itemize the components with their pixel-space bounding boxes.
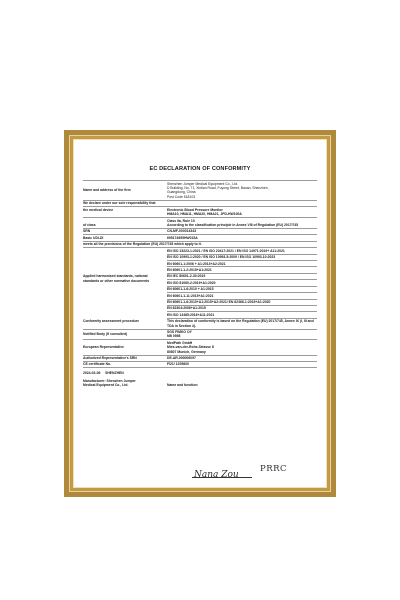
manufacturer-line: Post Code 518103 (167, 194, 196, 199)
assessment-label: Conformity assessment procedure (83, 319, 139, 324)
manufacturer-line: D Building, No. 71, Xintian Road, Fuyong Street, Baoan, Shenzhen, (167, 185, 269, 190)
srn-label: SRN (83, 229, 91, 234)
standard-item: EN ISO 15223-1:2021 / EN ISO 20417:2021 / EN ISO 14971:2019+ A11:2021 (167, 248, 317, 254)
ce-cert-row (83, 362, 317, 368)
class-line: According to the classification principle in Annex VIII of Regulation (EU) 2017/745 (167, 222, 299, 227)
eu-rep-line: 80807 Munich, Germany (167, 349, 206, 354)
standard-item: EN IEC 80601-2-30:2019 (167, 274, 317, 280)
signature-line (192, 477, 252, 478)
standard-item: EN 60601-1-11:2015+A1:2021 (167, 293, 317, 299)
place-date-row (83, 371, 317, 375)
standards-label: Applied harmonised standards, national standards or other normative documents (83, 274, 150, 283)
udi-label: Basic UDI-DI (83, 235, 104, 240)
standard-item: EN 62304:2006+A1:2015 (167, 306, 317, 312)
device-line: HMA10, HMA11, HMA20, HMA21, JPD-HW100A (167, 212, 242, 217)
class-row (83, 218, 317, 229)
eu-rep-line: Mies-van-der-Rohe-Strasse 8 (167, 345, 214, 350)
notified-body-line: SGS FIMKO OY (167, 330, 192, 335)
device-label: the medical device (83, 207, 114, 212)
notified-body-label: Notified Body (If consulted) (83, 332, 128, 337)
provisions-statement: meets all the provisions of the Regulation (EU) 2017/745 which apply to it. (83, 242, 317, 249)
declaration-place: SHENZHEN (105, 371, 124, 376)
rep-srn-value: DE-AR-000006097 (167, 356, 196, 361)
device-line: Electronic Blood Pressure Monitor (167, 207, 223, 212)
certificate-paper (73, 139, 327, 488)
class-line: Class IIa, Rule 10 (167, 218, 195, 223)
standard-item: EN 60601-1:2006 + A1:2013+A2:2021 (167, 261, 317, 267)
assessment-value: This declaration of conformity is based on the Regulation (EU) 2017/745, Annex IX (I, III and TDA in Section 4). (167, 319, 314, 328)
manufacturer-row (83, 180, 317, 201)
signatory-row (83, 379, 317, 388)
certificate-frame (64, 130, 336, 497)
standard-item: EN ISO 81060-2:2019+A1:2020 (167, 280, 317, 286)
standard-item: EN ISO 10993-1:2020 / EN ISO 10993-5:2009 / EN ISO 10993-10:2023 (167, 255, 317, 261)
eu-rep-label: European Representative (83, 344, 124, 349)
eu-rep-line: MedPath GmbH (167, 340, 193, 345)
manufacturer-label: Name and address of the firm (83, 187, 131, 192)
assessment-row (83, 319, 317, 330)
manufacturer-line: Guangdong, China (167, 190, 196, 195)
standard-item: EN 60601-1-6:2010+A1:2015+A2:2021/ EN 62366-1:2015+A1:2020 (167, 300, 317, 306)
responsibility-statement: We declare under our sole responsibility that (83, 201, 317, 208)
eu-rep-row (83, 340, 317, 355)
standard-item: EN 60601-1-6:2010 + A1:2015 (167, 287, 317, 293)
ce-cert-label: CE certificate No. (83, 362, 112, 367)
notified-body-line: NB 0598 (167, 334, 181, 339)
ce-cert-value: FI21/ 1205600 (167, 362, 189, 367)
standard-item: EN ISO 13485:2016+A11:2021 (167, 312, 317, 318)
standards-row (83, 248, 317, 318)
srn-value: CN-MF-000014343 (167, 229, 197, 234)
standard-item: EN 60601-1-2:2015+A1:2021 (167, 267, 317, 273)
rep-srn-label: Authorized Representative's SRN (83, 356, 137, 361)
declaration-date: 2024-03-06 (83, 371, 101, 376)
notified-body-row (83, 330, 317, 341)
manufacturer-line: Shenzhen Jumper Medical Equipment Co., Ltd. (167, 181, 239, 186)
handwritten-signature: Nana Zou (194, 470, 239, 480)
name-function-label: Name and function (167, 382, 198, 387)
class-label: of class (83, 222, 96, 227)
udi-value: 695174695HW015A (167, 235, 198, 240)
device-row (83, 207, 317, 218)
signature-role: PRRC (260, 464, 288, 474)
manufacturer-signatory-label: Manufacturer: Shenzhen Jumper Medical Equipment Co., Ltd. (83, 378, 136, 388)
certificate-frame-inner (69, 135, 331, 492)
document-title: EC DECLARATION OF CONFORMITY (149, 166, 251, 172)
